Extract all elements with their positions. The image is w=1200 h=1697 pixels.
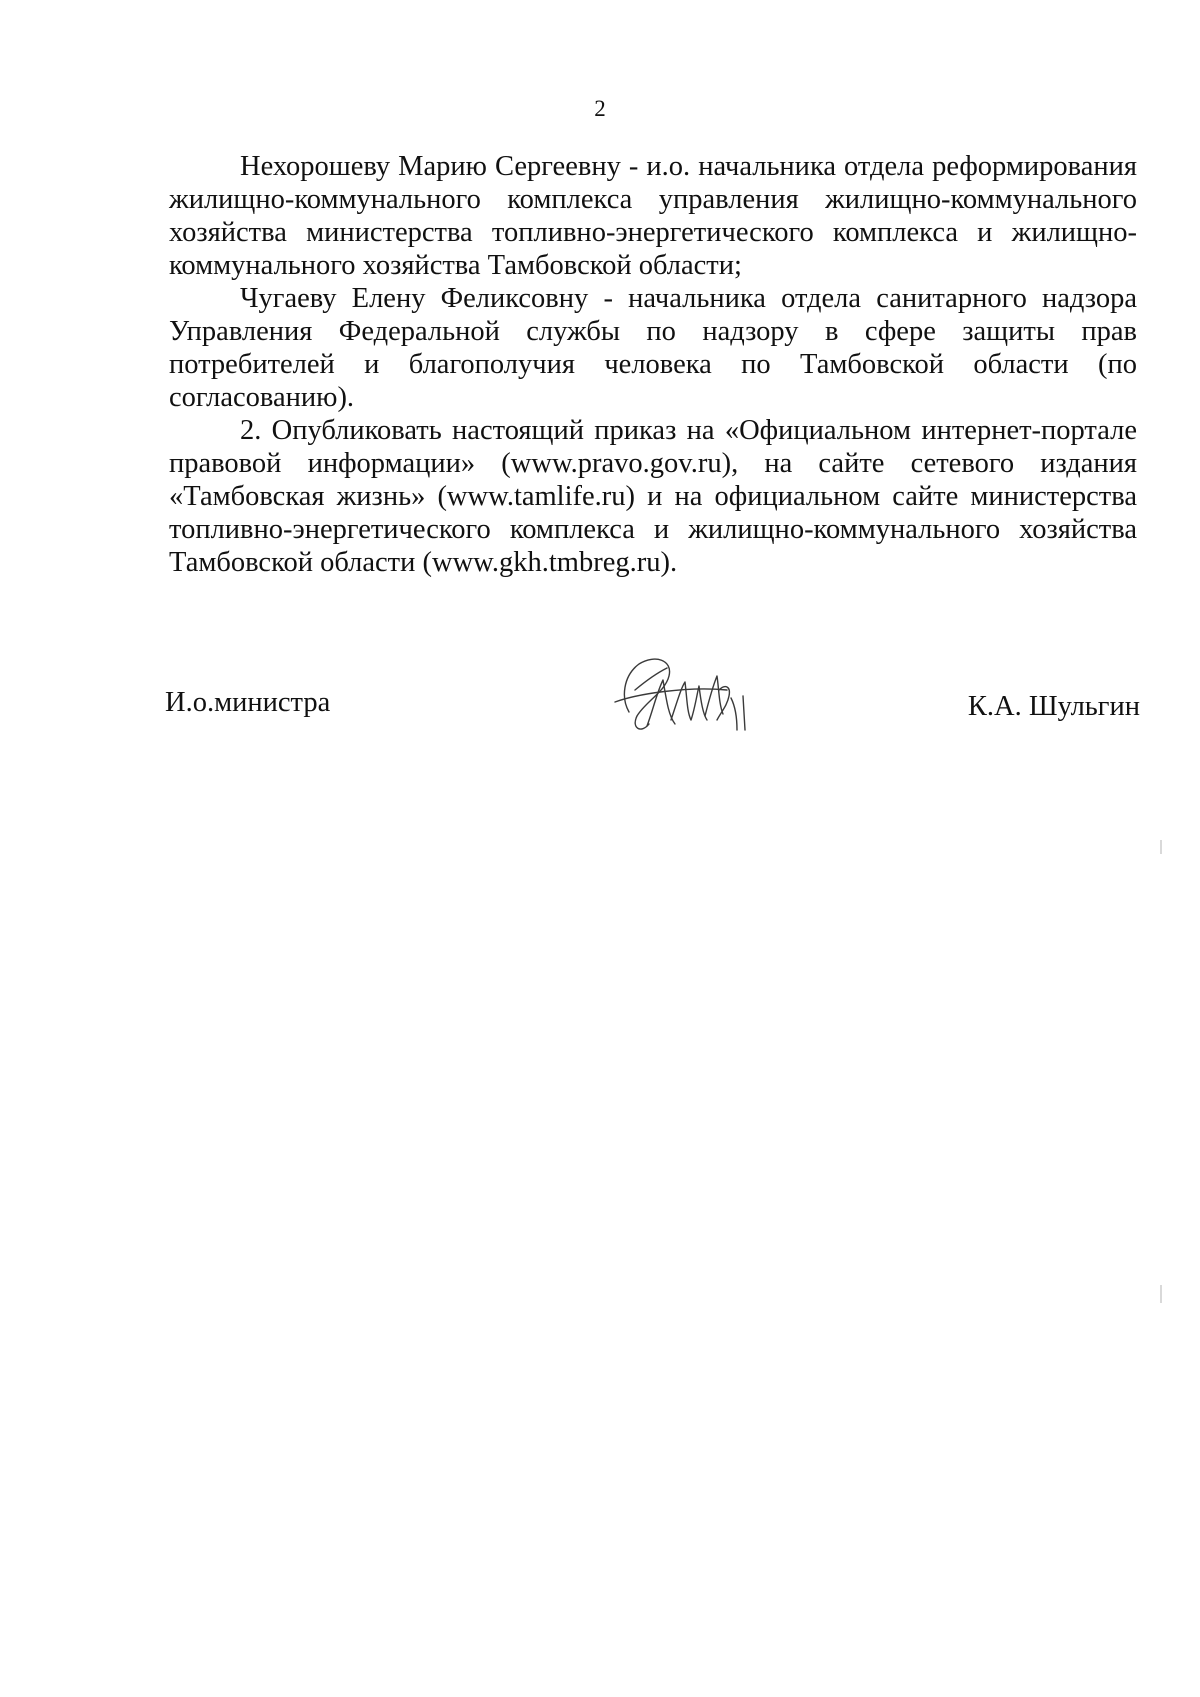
paragraph-nekhorosheva: Нехорошеву Марию Сергеевну - и.о. начальника отдела реформирования жилищно-коммунального комплекса управления жилищно-коммунального хозяйства министерства топливно-энергетического комплекса и жилищно-коммунального хозяйства Тамбовской области; [169, 151, 1137, 281]
scan-artifact [1160, 1285, 1162, 1303]
page-number: 2 [594, 96, 606, 121]
handwritten-signature-icon [607, 650, 752, 740]
signer-position: И.о.министра [165, 687, 331, 718]
document-body [169, 150, 1137, 579]
paragraph-chugaeva: Чугаеву Елену Феликсовну - начальника отдела санитарного надзора Управления Федеральной службы по надзору в сфере защиты прав потребителей и благополучия человека по Тамбовской области (по согласованию). [169, 283, 1137, 413]
scan-artifact [1160, 840, 1162, 854]
signer-name: К.А. Шульгин [967, 691, 1140, 722]
paragraph-publication-order: 2. Опубликовать настоящий приказ на «Официальном интернет-портале правовой информации» (www.pravo.gov.ru), на сайте сетевого издания «Тамбовская жизнь» (www.tamlife.ru) и на официальном сайте министерства топливно-энергетического комплекса и жилищно-коммунального хозяйства Тамбовской области (www.gkh.tmbreg.ru). [169, 415, 1137, 578]
signature-block [165, 650, 1140, 740]
